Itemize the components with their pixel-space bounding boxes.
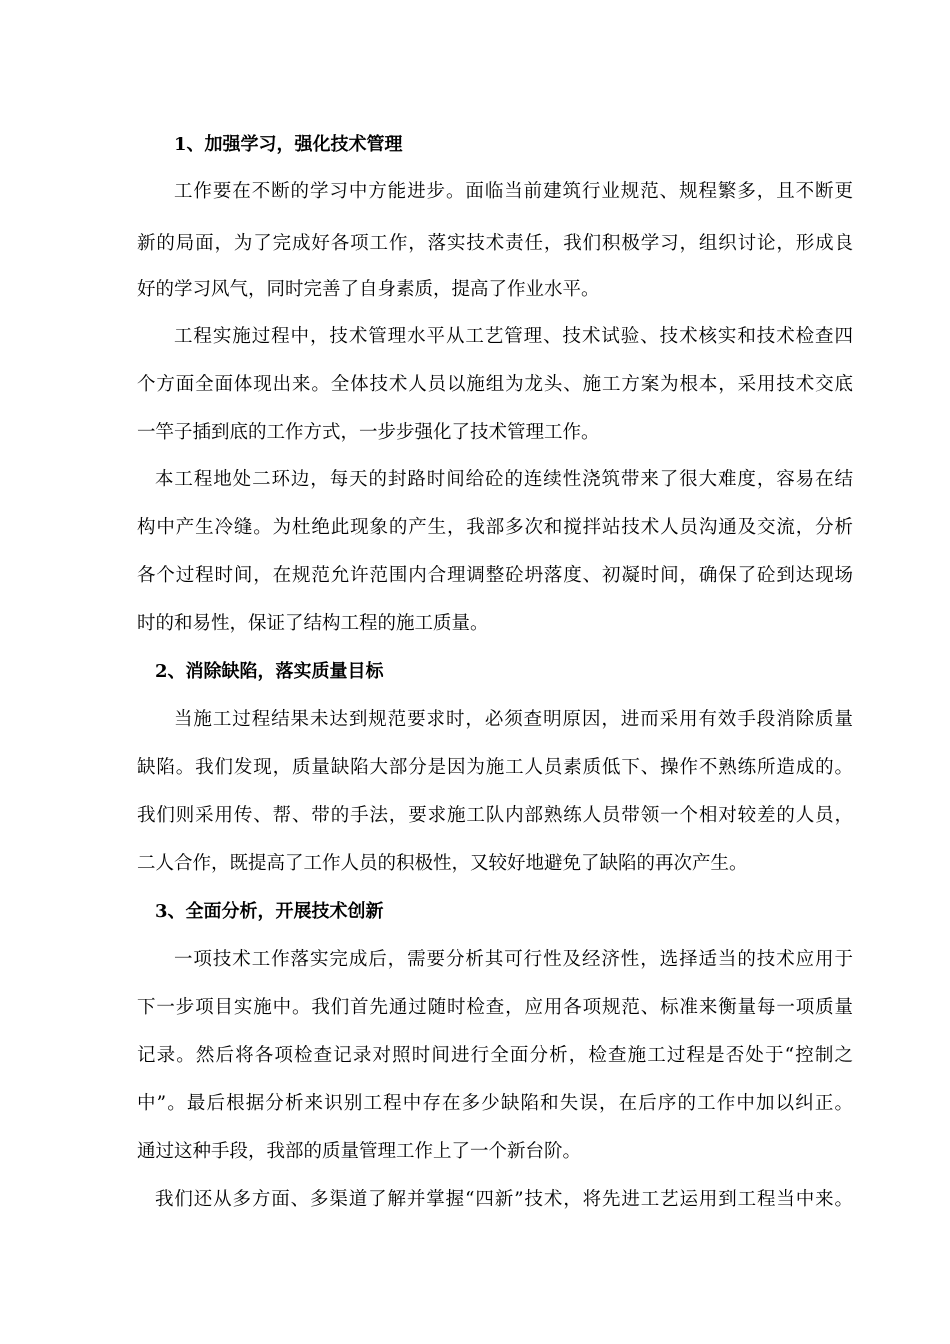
paragraph-4-line-1: 当施工过程结果未达到规范要求时，必须查明原因，进而采用有效手段消除质量 [174, 709, 853, 730]
paragraph-5-line-3: 记录。然后将各项检查记录对照时间进行全面分析，检查施工过程是否处于“控制之 [137, 1045, 853, 1066]
paragraph-1-line-2: 新的局面，为了完成好各项工作，落实技术责任，我们积极学习，组织讨论，形成良 [137, 233, 853, 254]
paragraph-3-line-2: 构中产生冷缝。为杜绝此现象的产生，我部多次和搅拌站技术人员沟通及交流，分析 [137, 517, 853, 538]
paragraph-5-line-5: 通过这种手段，我部的质量管理工作上了一个新台阶。 [137, 1141, 582, 1162]
paragraph-4-line-3: 我们则采用传、帮、带的手法，要求施工队内部熟练人员带领一个相对较差的人员， [137, 805, 853, 826]
paragraph-2-line-3: 一竿子插到底的工作方式，一步步强化了技术管理工作。 [137, 422, 600, 443]
paragraph-5-line-4: 中”。最后根据分析来识别工程中存在多少缺陷和失误，在后序的工作中加以纠正。 [137, 1093, 853, 1114]
section-heading-2: 2、消除缺陷，落实质量目标 [155, 661, 384, 682]
section-heading-1: 1、加强学习，强化技术管理 [174, 134, 403, 155]
paragraph-1-line-3: 好的学习风气，同时完善了自身素质，提高了作业水平。 [137, 279, 600, 300]
paragraph-3-line-3: 各个过程时间，在规范允许范围内合理调整砼坍落度、初凝时间，确保了砼到达现场 [137, 565, 853, 586]
paragraph-4-line-2: 缺陷。我们发现，质量缺陷大部分是因为施工人员素质低下、操作不熟练所造成的。 [137, 757, 853, 778]
paragraph-4-line-4: 二人合作，既提高了工作人员的积极性，又较好地避免了缺陷的再次产生。 [137, 853, 748, 874]
paragraph-5-line-1: 一项技术工作落实完成后，需要分析其可行性及经济性，选择适当的技术应用于 [174, 949, 853, 970]
section-heading-3: 3、全面分析，开展技术创新 [155, 901, 384, 922]
paragraph-3-line-4: 时的和易性，保证了结构工程的施工质量。 [137, 613, 489, 634]
paragraph-1-line-1: 工作要在不断的学习中方能进步。面临当前建筑行业规范、规程繁多，且不断更 [174, 181, 853, 202]
paragraph-5-line-2: 下一步项目实施中。我们首先通过随时检查，应用各项规范、标准来衡量每一项质量 [137, 997, 853, 1018]
paragraph-3-line-1: 本工程地处二环边，每天的封路时间给砼的连续性浇筑带来了很大难度，容易在结 [155, 469, 853, 490]
paragraph-2-line-2: 个方面全面体现出来。全体技术人员以施组为龙头、施工方案为根本，采用技术交底 [137, 374, 853, 395]
paragraph-2-line-1: 工程实施过程中，技术管理水平从工艺管理、技术试验、技术核实和技术检查四 [174, 326, 853, 347]
paragraph-6-line-1: 我们还从多方面、多渠道了解并掌握“四新”技术，将先进工艺运用到工程当中来。 [155, 1189, 853, 1210]
